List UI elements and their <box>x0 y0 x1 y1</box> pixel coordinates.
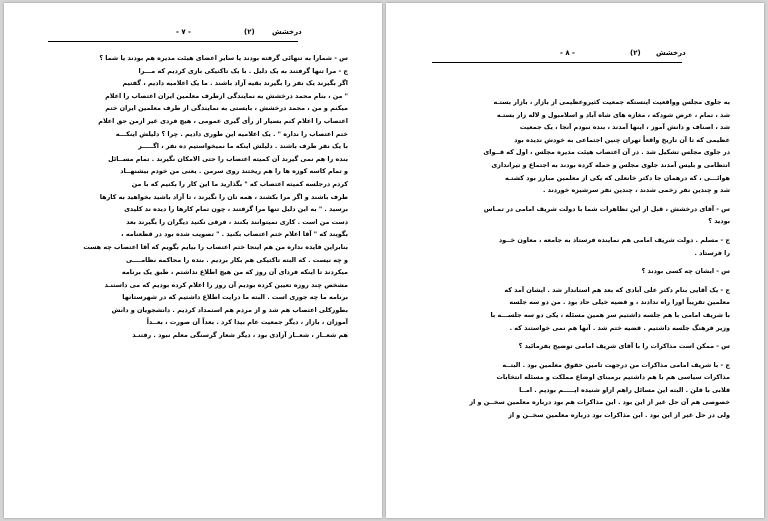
text-line: انتظامی و بلیس آمدند جلوی مجلس و حمله کرده بودند به اجتماع و تیراندازی <box>491 160 730 169</box>
page-body-text <box>408 96 730 422</box>
page-header-title: درخشش <box>272 28 302 36</box>
header-rule <box>48 41 298 42</box>
page-number: - ۸ - <box>560 49 575 57</box>
text-line: برسید . " به این دلیل تنها مرا گرفتند ، چون تمام کارها را دیده ند کلیدی <box>124 205 348 214</box>
text-line: شد ، تمام ، عرض شودکه ، مغازه های شاه آباد و اسلامبول و لاله زار بستـه <box>496 110 730 119</box>
text-line: مشخص چند روزه تعیین کرده بودیم آن روز را اعلام کرده بودیم که می داستنـد <box>104 280 348 289</box>
page-header-volume: (۲) <box>630 49 641 57</box>
text-line: س - آقای درخشش ، قبل از این تظاهرات شما با دولت شریف امامی در تمـاس <box>483 204 730 213</box>
text-line: و تمام کاسه کوزه ها را هم ریختند روی سرمن . یعنی من خودم بیشنهــاد <box>120 167 348 176</box>
text-line: را فرستاد . <box>694 248 730 257</box>
text-line: برنامه ما چه جوری است . البته ما درایت اطلاع داشتیم که در شهرستانها <box>122 293 348 302</box>
header-rule <box>432 62 682 63</box>
text-line: س - ایشان چه کسی بودند ؟ <box>641 267 730 276</box>
text-line: شد ، اصناف و دانش آموز ، اینها آمدند ، بنده نبودم آنجا ، یک جمعیت <box>519 123 730 132</box>
text-line: به جلوی مجلس وواقعیت اینستکه جمعیت کثیروعظیمی از بازار ، بازار بستـه <box>493 98 730 106</box>
text-line: ج - با شریف امامی مذاکرات من درجهت تامین حقوق معلمین بود . البتــه <box>502 360 730 369</box>
text-line: خصوصی هم آن حل غیر از این بود . این مذاکرات هم بود درباره معلمین سخــن و از <box>469 398 730 407</box>
text-line: مذاکرات سیاسی هم با هم داشتیم برمبنای اوضاع مملکت و مسئله انتخابات <box>496 373 730 382</box>
text-line: عظیمی که تا آن تاریخ واقعاً تهران چنین اجتماعی به خودش ندیده بود <box>514 135 730 144</box>
text-line: س - شمارا به تنهائی گرفته بودند یا سایر اعضای هیئت مدیره هم بودند یا شما ؟ <box>99 54 348 62</box>
page-header-volume: (۲) <box>244 28 255 36</box>
document-page-right <box>386 3 764 518</box>
text-line: کردم درجلسه کمیته اعتصاب که " بگذارید ما این کار را بکنیم که با من <box>131 179 348 188</box>
text-line: " من ، بنام محمد درخشش به نمایندگی ازطرف معلمین ایران اعتصاب را اعلام <box>105 91 348 100</box>
page-header-title: درخشش <box>656 49 686 57</box>
text-line: در جلوی مجلس تشکیل شد . در آن اعتصاب هیئت مدیره مجلس ، اول که قــوای <box>483 148 730 157</box>
text-line: میکردند تا اینکه فردای آن روز که من هیچ اطلاع نداشتم ، طبق یک برنامه <box>121 268 348 277</box>
text-line: ولی در حل غیر از این بود . این مذاکرات بود درباره معلمین سخــن و از <box>508 411 730 420</box>
text-line: ج - مسلم . دولت شریف امامی هم نماینده فرستاد به جامعه ، معاون خــود <box>498 235 730 244</box>
text-line: بودید ؟ <box>708 217 730 226</box>
text-line: هم شعــار ، شعــار آزادی بود ، دیگر شعار گرسنگی معلم نبود . رفتنـد <box>132 331 348 340</box>
text-line: دست من است . کاری نمیتوانند بکنند ، فرقی نکنید دیگران را بگیرند بعد <box>126 217 348 226</box>
text-line: میکنم و من ، محمد درخشش ، بایستی به نمایندگی از طرف معلمین ایران ختم <box>105 104 348 113</box>
document-page-left <box>4 3 382 518</box>
page-number: - ۷ - <box>176 28 191 36</box>
page-body-text <box>26 52 348 342</box>
text-line: بگویند که " آقا اعلام ختم اعتصاب بکنید . " تصویب شده بود در قطعنامه ، <box>121 230 348 239</box>
text-line: بنده را هم نمی گیرند آن کمیته اعتصاب را حتی الامکان نگیرند . تمام مســائل <box>108 154 348 163</box>
text-line: قلابی با قلن . البته این مسائل راهم ازاو شنیده ایـــــم بودیم . امــا <box>519 385 730 394</box>
text-line: بنابراین فایده نداره من هم اینجا ختم اعتصاب را بیایم بگویم که آقا اعتصاب چه هست <box>83 242 348 251</box>
text-line: اگر بگیرند یک نفر را بگیرند بقیه آزاد باشند . ما یک اعلامیه دادیم ، گفتیم <box>122 79 348 88</box>
text-line: و چه نیست . که البته تاکتیکی هم بکار بردیم . بنده را محاکمه نظامــــی <box>126 255 348 264</box>
text-line: هوائـــی ، که درهمان جا دکتر خانعلی که یکی از معلمین مبارز بود کشتـه <box>505 173 730 182</box>
text-line: با شریف امامی با هم جلسه داشتیم سر همین مسئله ، یکی دو سه جلســـه با <box>490 310 730 319</box>
text-line: آموزان ، بازار ، دیگر جمعیت عام بیدا کرد . بعداً آن صورت ، بعــداً <box>146 318 348 327</box>
text-line: با یک نفر طرف باشند . دلیلش اینکه ما نمیخواستیم ده نفر ، اگـــــر <box>138 142 348 151</box>
text-line: ختم اعتصاب را نداره " . یک اعلامیه این طوری دادیم . چرا ؟ دلیلش اینکـــه <box>115 129 348 138</box>
text-line: معلمین تقریباً اورا راه ندادند ، و قضیه خیلی حاد بود . من دو سه جلسه <box>509 298 730 307</box>
text-line: وزیر فرهنگ جلسه داشتیم . قضیه ختم شد . آنها هم نمی خواستند که . <box>509 323 730 332</box>
text-line: ج - یک آقایی بنام دکتر علی آبادی که بعد هم استاندار شد . ایشان آمد که <box>504 285 730 294</box>
text-line: ج - مرا تنها گرفتند به یک دلیل . با یک تاکتیکی بازی کردیم که مـــرا <box>138 66 348 75</box>
text-line: س - ممکن است مذاکرات را با آقای شریف امامی توضیح بفرمائید ؟ <box>518 342 730 351</box>
text-line: بطورکلی اعتصاب هم شد و از مردم هم استمداد کردیم . دانشجویان و دانش <box>111 305 348 314</box>
text-line: شد و چندین نفر زخمی شدند ، چندین نفر سرشیزه خوردند . <box>542 186 730 195</box>
text-line: طرف باشند و اگر مرا بکشند ، همه تان را نگیرند ، تا آزاد باشید بخواهید به کارها <box>99 192 348 201</box>
text-line: اعتصاب را اعلام کنم بسیار از رأی گیری عمومی ، هیچ فردی غیر ازمن حق اعلام <box>98 116 348 125</box>
